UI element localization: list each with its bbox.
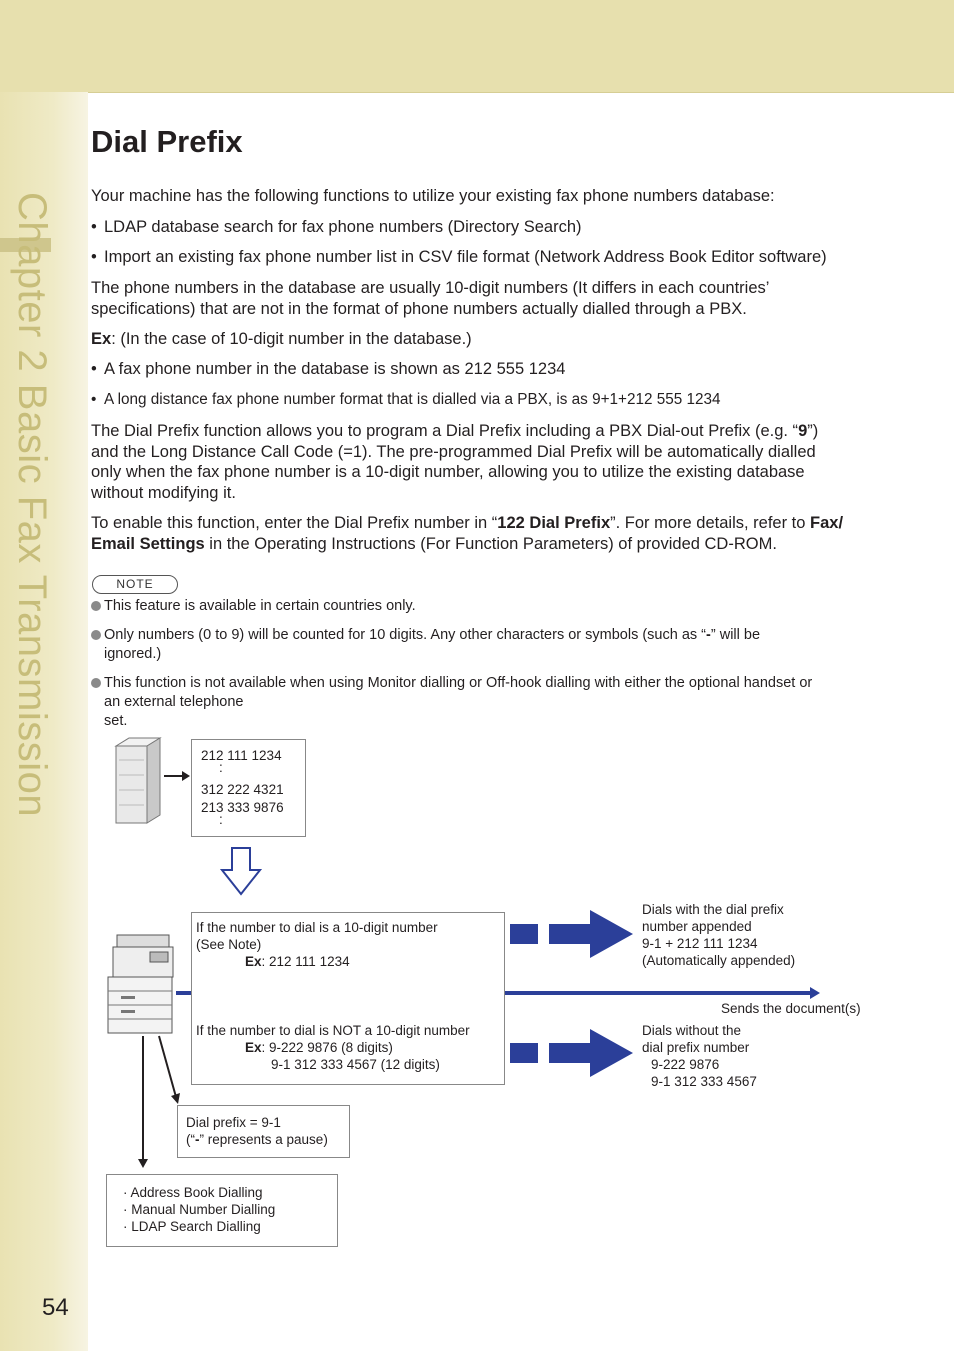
- note-item: Only numbers (0 to 9) will be counted for 10 digits. Any other characters or symbols (such as “-” will be ignored.): [91, 626, 891, 664]
- server-icon: [116, 738, 160, 823]
- dial-prefix-box: Dial prefix = 9-1 (“-” represents a pause): [177, 1105, 350, 1158]
- big-arrow-right-icon: [549, 1029, 633, 1077]
- example-heading: Ex: (In the case of 10-digit number in the database.): [91, 330, 472, 348]
- method-item: · LDAP Search Dialling: [123, 1219, 261, 1234]
- result-with-prefix: Dials with the dial prefix number appended 9-1 + 212 111 1234 (Automatically appended): [642, 902, 796, 968]
- big-arrow-right-icon: [549, 910, 633, 958]
- method-item: · Address Book Dialling: [123, 1185, 263, 1200]
- page-title: Dial Prefix: [91, 124, 243, 159]
- example-item: • A fax phone number in the database is shown as 212 555 1234: [91, 360, 566, 378]
- note-badge: NOTE: [92, 575, 178, 594]
- database-numbers-box: 212 111 1234 : 312 222 4321 213 333 9876 :: [191, 739, 306, 837]
- function-item: • Import an existing fax phone number list in CSV file format (Network Address Book Editor software): [91, 248, 827, 266]
- mfp-machine-icon: [108, 935, 173, 1033]
- dash-segment: [510, 924, 538, 944]
- numbers-paragraph: The phone numbers in the database are usually 10-digit numbers (It differs in each countries’ specifications) that are not in the format of phone numbers actually dialled through a PBX.: [91, 279, 770, 318]
- send-arrow-icon: [810, 987, 820, 999]
- sends-label: Sends the document(s): [721, 1001, 861, 1016]
- note-item: This feature is available in certain countries only.: [91, 597, 891, 616]
- chapter-title: Chapter 2 Basic Fax Transmission: [10, 192, 54, 818]
- arrow-down-icon: [171, 1093, 180, 1104]
- function-item: • LDAP database search for fax phone numbers (Directory Search): [91, 218, 582, 236]
- case2-text: If the number to dial is NOT a 10-digit number Ex: 9-222 9876 (8 digits) 9-1 312 333 4567 (12 digits): [196, 1023, 470, 1072]
- function-paragraph: The Dial Prefix function allows you to program a Dial Prefix including a PBX Dial-out Prefix (e.g. “9”) and the Long Distance Call Code (=1). The pre-programmed Dial Prefix will be automatically dialled only when the fax phone number is a 10-digit number, allowing you to utilize the existing database without modifying it.: [91, 422, 819, 502]
- example-item: • A long distance fax phone number format that is dialled via a PBX, is as 9+1+212 555 1234: [91, 391, 721, 408]
- result-without-prefix: Dials without the dial prefix number 9-222 9876 9-1 312 333 4567: [642, 1023, 757, 1089]
- intro-paragraph: Your machine has the following functions to utilize your existing fax phone numbers database:: [91, 187, 775, 205]
- page-number: 54: [42, 1294, 69, 1321]
- enable-paragraph: To enable this function, enter the Dial Prefix number in “122 Dial Prefix”. For more details, refer to Fax/ Email Settings in the Operating Instructions (For Function Parameters) of provided CD-ROM.: [91, 514, 844, 553]
- method-item: · Manual Number Dialling: [123, 1202, 276, 1217]
- dial-cases-box: [191, 912, 505, 1085]
- case1-text: If the number to dial is a 10-digit number (See Note) Ex: 212 111 1234: [196, 920, 438, 969]
- arrow-right-icon: [164, 771, 190, 781]
- dash-segment: [510, 1043, 538, 1063]
- note-item: This function is not available when using Monitor dialling or Off-hook dialling with either the optional handset or an external telephone set.: [91, 674, 891, 731]
- arrow-down-icon: [138, 1159, 148, 1168]
- hollow-down-arrow-icon: [222, 848, 260, 894]
- dialling-methods-box: [106, 1174, 338, 1247]
